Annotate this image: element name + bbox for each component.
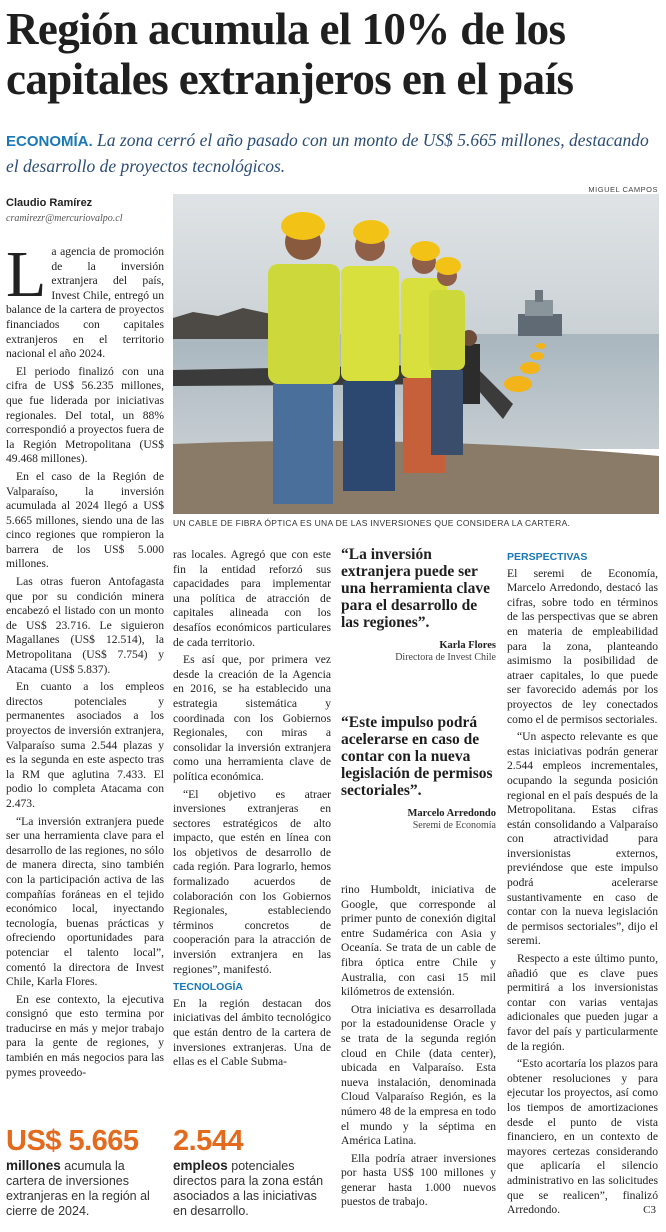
pull-quote-2 xyxy=(341,714,496,831)
stat-jobs xyxy=(173,1126,331,1219)
section-heading-tecnologia: TECNOLOGÍA xyxy=(173,981,243,994)
end-mark: C3 xyxy=(643,1204,656,1216)
paragraph: Otra iniciativa es desarrollada por la estadounidense Oracle y se trata de la segunda región cloud en Chile (data center), ubicada en Valparaíso. Esta nueva instalación, denominada Cloud Valparaíso Región, es la número 48 de la empresa en todo el mundo y la séptima en América Latina. xyxy=(341,1002,496,1148)
paragraph: En la región destacan dos iniciativas del ámbito tecnológico que están dentro de la cartera de inversiones extranjeras. Una de ellas es el Cable Subma- xyxy=(173,996,331,1069)
lead-text: La zona cerró el año pasado con un monto de US$ 5.665 millones, destacando el desarrollo de proyectos tecnológicos. xyxy=(6,130,649,176)
paragraph: Es así que, por primera vez desde la creación de la Agencia en 2016, se ha establecido una estrategia sistemática y coordinada con los Gobiernos Regionales, con miras a consolidar la inversión extranjera como una herramienta clave de política económica. xyxy=(173,653,331,783)
stat-number: US$ 5.665 xyxy=(6,1125,139,1157)
stat-number: 2.544 xyxy=(173,1125,244,1157)
article-column-1 xyxy=(6,238,164,1083)
article-photo xyxy=(173,194,659,514)
pull-quote-1 xyxy=(341,546,496,663)
paragraph: a agencia de promoción de la inversión extranjera del país, Invest Chile, entregó un balance de la cartera de proyectos financiados con capitales extranjeros en el territorio nacional el año 2024. xyxy=(6,245,164,361)
paragraph: Respecto a este último punto, añadió que es clave pues permitirá a los inversionistas contar con varias ventajas adicionales que pueden jugar a favor del país y particularmente de la región. xyxy=(507,952,658,1053)
lead-paragraph xyxy=(6,128,656,178)
paragraph: El seremi de Economía, Marcelo Arredondo, destacó las cifras, sobre todo en términos de las perspectivas que se abren en materia de empleabilidad para la zona, planteando asimismo la posibilidad de atraer capitales, lo que puede ser favorecido además por los proyectos de ley conectados como el de permisos sectoriales. xyxy=(507,566,658,726)
stat-unit: millones xyxy=(6,1158,61,1173)
paragraph: ras locales. Agregó que con este fin la entidad reforzó sus capacidades para implementar una política de atracción de capitales alineada con los desafíos económicos particulares de cada territorio. xyxy=(173,548,331,649)
headline: Región acumula el 10% de los capitales extranjeros en el país xyxy=(6,4,574,104)
section-heading-perspectivas: PERSPECTIVAS xyxy=(507,551,588,563)
quote-text: “Este impulso podrá acelerarse en caso de contar con la nueva legislación de permisos sectoriales”. xyxy=(341,714,493,799)
article-column-4 xyxy=(507,550,658,1221)
section-kicker: ECONOMÍA. xyxy=(6,133,93,150)
paragraph: “Un aspecto relevante es que estas iniciativas podrán generar 2.544 empleos incrementales, ocupando la segunda posición regional en el país después de la Metropolitana. Estas cifras están consolidando a Valparaíso con atractividad para inversionistas externos, previéndose que este impulso podrá acelerarse sustantivamente en caso de contar con la nueva legislación de permisos sectoriales”, dijo el seremi. xyxy=(507,730,658,948)
stat-unit: empleos xyxy=(173,1158,228,1173)
quote-author-role: Directora de Invest Chile xyxy=(395,652,496,663)
fiber-optic-workers-image xyxy=(173,194,659,514)
quote-author: Marcelo Arredondo xyxy=(407,808,496,819)
photo-credit: MIGUEL CAMPOS xyxy=(588,185,658,194)
stat-description xyxy=(6,1158,164,1219)
paragraph: “Esto acortaría los plazos para obtener resoluciones y para ejecutar los proyectos, así como los tiempos de amortizaciones desde el punto de vista financiero, en un contexto de mayores certezas considerando que aplicaría el silencio administrativo en las solicitudes que se realicen”, finalizó Arredondo. xyxy=(507,1057,658,1217)
paragraph: rino Humboldt, iniciativa de Google, que corresponde al primer punto de conexión digital entre Sudamérica con Asia y Oceanía. Se trata de un cable de fibra óptica entre Chile y Australia, con casi 15 mil kilómetros de extensión. xyxy=(341,883,496,999)
author-name: Claudio Ramírez xyxy=(6,197,93,209)
quote-author: Karla Flores xyxy=(439,640,496,651)
paragraph: “El objetivo es atraer inversiones extranjeras en sectores estratégicos de alto impacto, que estén en línea con los objetivos de desarrollo de cada región. Para lograrlo, hemos formalizado acuerdos de colaboración con los Gobiernos Regionales, estableciendo términos concretos de cooperación para la atracción de inversión extranjera en las regiones”, manifestó. xyxy=(173,787,331,976)
photo-caption: UN CABLE DE FIBRA ÓPTICA ES UNA DE LAS INVERSIONES QUE CONSIDERA LA CARTERA. xyxy=(173,518,571,528)
quote-text: “La inversión extranjera puede ser una herramienta clave para el desarrollo de las regiones”. xyxy=(341,546,490,631)
stat-investment xyxy=(6,1126,164,1219)
article-column-2 xyxy=(173,548,331,1073)
paragraph: En cuanto a los empleos directos potenciales y permanentes asociados a los proyectos de inversión extranjera, Valparaíso suma 2.544 plazas y es la segunda en este aspecto tras la RM que aglutina 7.433. El podio lo completa Atacama con 2.473. xyxy=(6,680,164,810)
article-column-3 xyxy=(341,883,496,1213)
stat-text: potenciales directos para la zona están asociados a las iniciativas en desarrollo. xyxy=(173,1159,324,1218)
paragraph: Las otras fueron Antofagasta que por su condición minera encabezó el listado con un monto de US$ 23.716. Le siguieron Magallanes (US$ 12.514), la Metropolitana (US$ 7.754) y Atacama (US$ 5.837). xyxy=(6,575,164,676)
author-email: cramirezr@mercuriovalpo.cl xyxy=(6,213,123,224)
paragraph: El periodo finalizó con una cifra de US$ 56.235 millones, que fue liderada por iniciativas regionales. Del total, un 88% correspondió a proyectos fuera de la Región Metropolitana (US$ 49.468 millones). xyxy=(6,364,164,466)
stat-description xyxy=(173,1158,331,1219)
paragraph: Ella podría atraer inversiones por hasta US$ 100 millones y generar hasta 1.000 nuevos puestos de trabajo. xyxy=(341,1151,496,1209)
quote-author-role: Seremi de Economía xyxy=(412,820,496,831)
drop-cap: L xyxy=(6,238,47,311)
paragraph: En el caso de la Región de Valparaíso, la inversión acumulada al 2024 llegó a US$ 5.665 millones, siendo una de las cinco regiones que rompieron la barrera de los US$ 5.000 millones. xyxy=(6,469,164,571)
paragraph: En ese contexto, la ejecutiva consignó que esto termina por traducirse en más y mejor trabajo para la gente de regiones, y también en más negocios para las pymes proveedo- xyxy=(6,992,164,1079)
paragraph: “La inversión extranjera puede ser una herramienta clave para el desarrollo de las regiones, no sólo de manera directa, sino también con la participación activa de las compañías foráneas en el tejido económico local, inyectando tecnología, buenas prácticas y ofreciendo oportunidades para potenciar el talento local”, comentó la directora de Invest Chile, Karla Flores. xyxy=(6,814,164,989)
stat-text: acumula la cartera de inversiones extranjeras en la región al cierre de 2024. xyxy=(6,1159,150,1218)
